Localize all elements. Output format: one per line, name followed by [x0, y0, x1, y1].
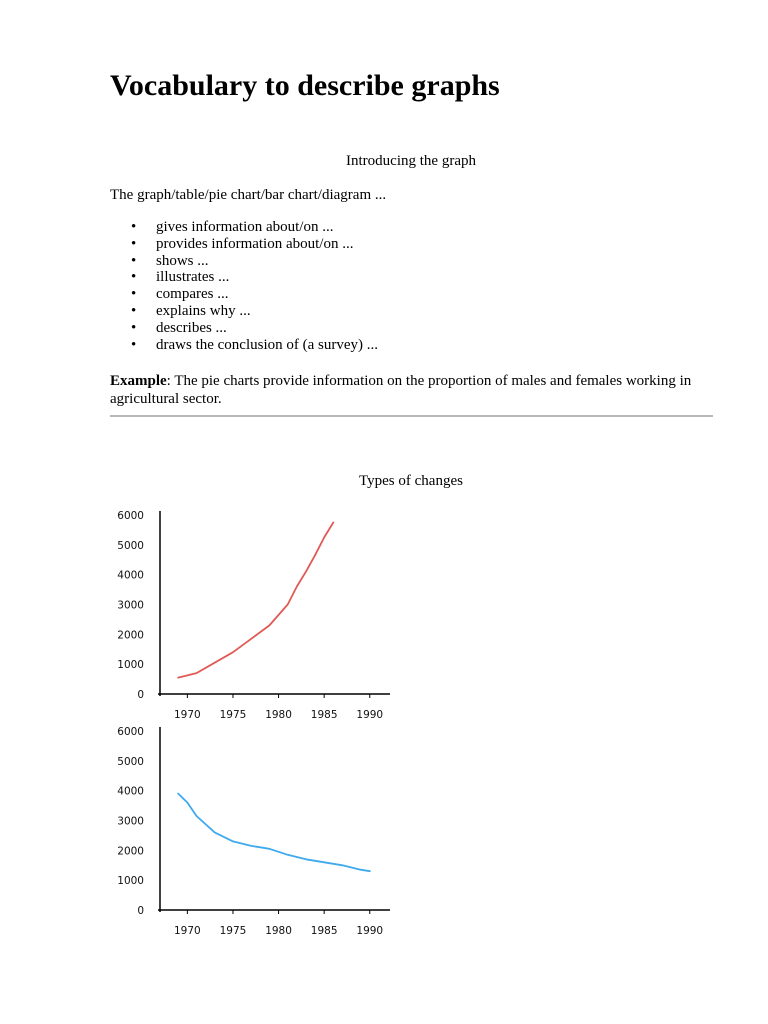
- list-item: • describes ...: [110, 320, 378, 337]
- phrase-list: [110, 219, 378, 353]
- intro-heading: Introducing the graph: [346, 153, 476, 169]
- y-tick-label: 1000: [117, 875, 144, 888]
- example-paragraph: [110, 372, 720, 408]
- example-label: Example: [110, 373, 167, 389]
- list-item: • gives information about/on ...: [110, 219, 378, 236]
- x-tick-label: 1985: [310, 925, 338, 937]
- x-tick-label: 1975: [219, 709, 247, 721]
- list-item: • draws the conclusion of (a survey) ...: [110, 337, 378, 354]
- section-divider: [110, 415, 713, 417]
- x-tick-label: 1970: [173, 925, 201, 937]
- y-tick-label: 4000: [117, 569, 144, 582]
- y-tick-label: 2000: [117, 845, 144, 858]
- series-line: [178, 523, 333, 678]
- x-tick-label: 1970: [173, 709, 201, 721]
- y-tick-label: 5000: [117, 539, 144, 552]
- x-tick-label: 1980: [265, 925, 292, 937]
- x-tick-label: 1980: [265, 709, 292, 721]
- x-tick-label: 1985: [310, 709, 338, 721]
- list-item: • provides information about/on ...: [110, 236, 378, 253]
- chart-svg: [110, 719, 410, 944]
- y-tick-label: 1000: [117, 659, 144, 672]
- decreasing-line-chart: [110, 719, 410, 944]
- y-tick-label: 6000: [117, 726, 144, 738]
- y-tick-label: 4000: [117, 785, 144, 798]
- list-item: • shows ...: [110, 253, 378, 270]
- x-tick-label: 1990: [356, 925, 384, 937]
- list-item: • explains why ...: [110, 303, 378, 320]
- list-item: • compares ...: [110, 286, 378, 303]
- example-text: : The pie charts provide information on the proportion of males and females working in agricultural sector.: [110, 373, 692, 407]
- page-title: Vocabulary to describe graphs: [110, 69, 500, 102]
- y-tick-label: 6000: [117, 510, 144, 522]
- x-tick-label: 1990: [356, 709, 384, 721]
- y-tick-label: 0: [137, 689, 144, 701]
- y-tick-label: 3000: [117, 815, 144, 828]
- y-tick-label: 2000: [117, 629, 144, 642]
- increasing-line-chart: [110, 503, 410, 728]
- y-tick-label: 5000: [117, 755, 144, 768]
- y-tick-label: 0: [137, 905, 144, 917]
- series-line: [178, 794, 370, 872]
- y-tick-label: 3000: [117, 599, 144, 612]
- list-item: • illustrates ...: [110, 269, 378, 286]
- chart-svg: [110, 503, 410, 728]
- x-tick-label: 1975: [219, 925, 247, 937]
- intro-sentence: The graph/table/pie chart/bar chart/diagram ...: [110, 187, 387, 203]
- changes-heading: Types of changes: [359, 473, 463, 489]
